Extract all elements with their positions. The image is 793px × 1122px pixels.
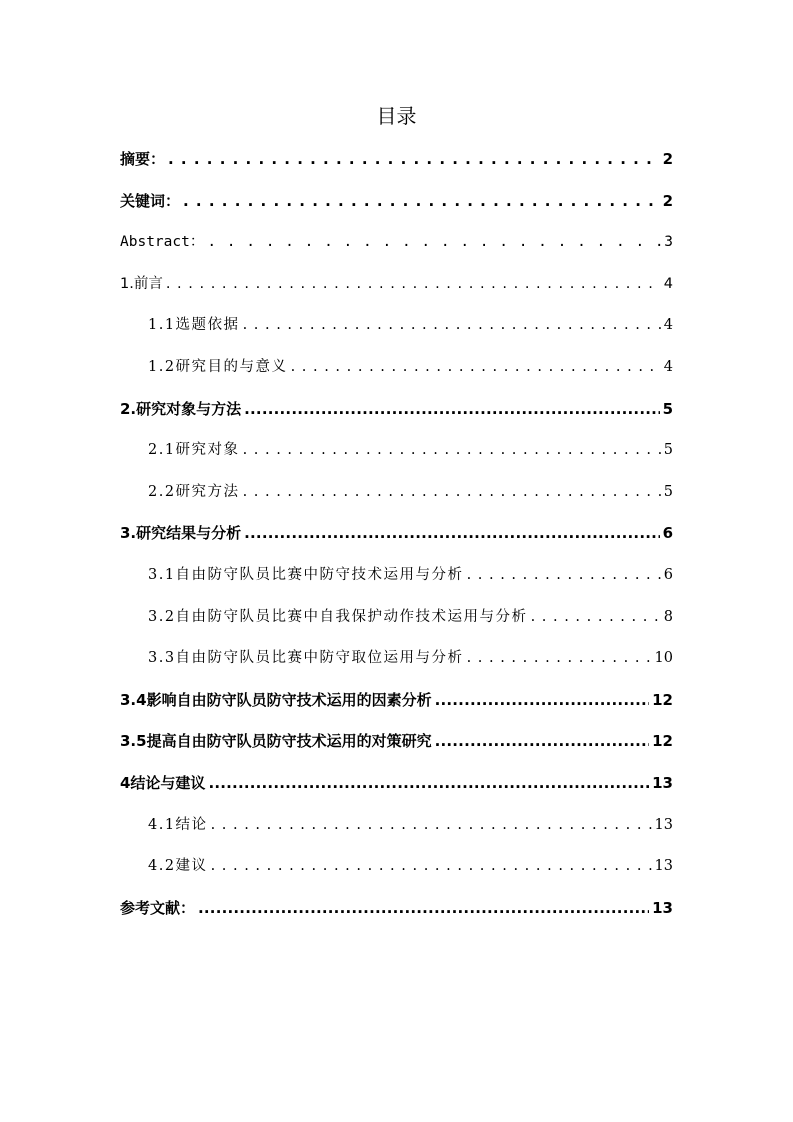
dot-leader [168,146,660,172]
toc-entry-2-2[interactable] [120,479,673,521]
dot-leader [183,188,660,214]
dot-leader [208,770,649,796]
toc-entry-label: 3.3自由防守队员比赛中防守取位运用与分析 [148,650,464,667]
toc-entry-preface[interactable] [120,271,673,313]
toc-entry-label: 3.5提高自由防守队员防守技术运用的对策研究 [120,732,432,751]
dot-leader [435,687,650,713]
dot-leader [291,354,661,380]
dot-leader [198,895,649,921]
toc-entry-page: 8 [663,608,673,625]
toc-entry-label: 4结论与建议 [120,773,206,792]
toc-entry-3-4[interactable] [120,687,673,729]
dot-leader [467,645,652,671]
toc-entry-1-2[interactable] [120,354,673,396]
toc-entry-page: 13 [654,816,673,833]
toc-entry-label: 1.2研究目的与意义 [148,358,288,375]
toc-entry-page: 13 [652,773,673,792]
dot-leader [435,728,650,754]
dot-leader [243,312,661,338]
dot-leader [467,562,661,588]
dot-leader [243,437,661,463]
toc-entry-label: 2.1研究对象 [148,442,240,459]
toc-entry-label: 1.1选题依据 [148,317,240,334]
toc-entry-keywords[interactable] [120,188,673,230]
toc-entry-4-1[interactable] [120,812,673,854]
toc-entry-1-1[interactable] [120,312,673,354]
toc-entry-page: 6 [662,524,673,543]
dot-leader [243,479,661,505]
toc-entry-label: 关键词： [120,191,181,210]
toc-entry-label: 摘要： [120,150,166,168]
dot-leader [211,812,652,838]
toc-entry-references[interactable] [120,895,673,937]
dot-leader [166,271,661,297]
dot-leader [531,604,661,630]
toc-entry-4[interactable] [120,770,673,812]
toc-entry-page: 2 [662,150,673,168]
toc-entry-2[interactable] [120,396,673,438]
toc-entry-label: 2.研究对象与方法 [120,399,242,418]
toc-entry-page: 5 [663,483,673,500]
toc-entry-label: 3.研究结果与分析 [120,524,242,543]
toc-entry-abstract-cn[interactable] [120,146,673,188]
toc-entry-label: 2.2研究方法 [148,483,240,500]
toc-entry-2-1[interactable] [120,437,673,479]
toc-entry-abstract-en[interactable] [120,229,673,271]
toc-entry-page: 4 [663,275,673,292]
toc-entry-3[interactable] [120,520,673,562]
toc-title: 目录 [376,104,417,128]
toc-entry-label: 3.2自由防守队员比赛中自我保护动作技术运用与分析 [148,608,528,625]
toc-entry-label: 3.4影响自由防守队员防守技术运用的因素分析 [120,690,432,709]
toc-entry-page: 13 [654,858,673,875]
toc-entry-page: 2 [662,191,673,210]
toc-entry-label: Abstract： [120,234,205,251]
toc-entry-page: 12 [652,732,673,751]
dot-leader [244,520,659,546]
toc-entry-label: 3.1自由防守队员比赛中防守技术运用与分析 [148,566,464,583]
toc-entry-page: 5 [662,399,673,418]
toc-entry-label: 参考文献： [120,898,196,917]
toc-entry-page: 5 [663,442,673,459]
toc-entry-label: 4.1结论 [148,816,208,833]
toc-entry-page: 10 [654,650,673,667]
table-of-contents [120,146,673,936]
dot-leader [244,396,659,422]
toc-entry-page: 13 [652,898,673,917]
toc-entry-page: 12 [652,690,673,709]
toc-entry-3-5[interactable] [120,728,673,770]
toc-entry-page: 4 [663,317,673,334]
dot-leader [211,853,652,879]
toc-entry-3-1[interactable] [120,562,673,604]
toc-entry-page: 6 [663,566,673,583]
toc-entry-page: 3 [664,234,673,251]
toc-entry-3-3[interactable] [120,645,673,687]
toc-entry-4-2[interactable] [120,853,673,895]
dot-leader [207,229,661,255]
toc-entry-label: 1.前言 [120,275,163,292]
toc-entry-label: 4.2建议 [148,858,208,875]
toc-entry-3-2[interactable] [120,604,673,646]
toc-entry-page: 4 [663,358,673,375]
